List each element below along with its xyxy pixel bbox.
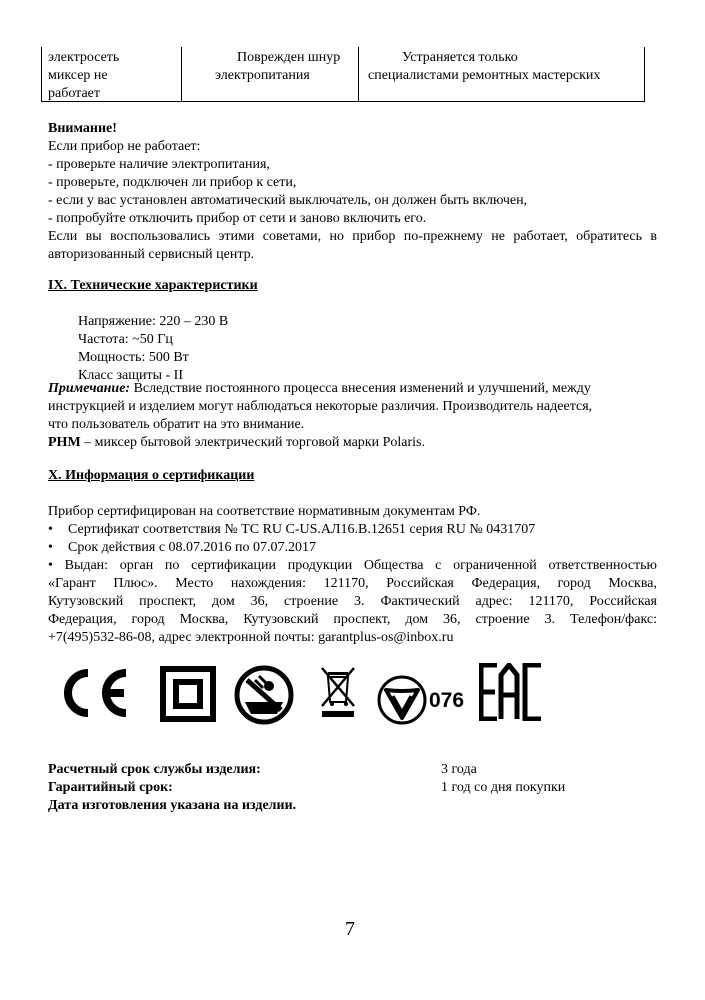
cell-line: электросеть — [48, 50, 120, 65]
tech-heading: IX. Технические характеристики — [48, 278, 258, 293]
attention-line: - проверьте, подключен ли прибор к сети, — [48, 175, 297, 190]
spec-power: Мощность: 500 Вт — [78, 350, 189, 365]
cell-line: Поврежден шнур — [237, 50, 341, 65]
no-dishwasher-icon — [233, 664, 295, 726]
issuer-line: +7(495)532-86-08, адрес электронной почты: garantplus-os@inbox.ru — [48, 630, 454, 645]
bullet-mark: • — [48, 540, 53, 555]
cert-intro: Прибор сертифицирован на соответствие нормативным документам РФ. — [48, 504, 481, 519]
manufacture-date-note: Дата изготовления указана на изделии. — [48, 798, 297, 813]
phm-label: PHM — [48, 435, 81, 450]
cell-line: работает — [48, 86, 100, 101]
troubleshooting-table — [41, 47, 645, 102]
attention-line: - проверьте наличие электропитания, — [48, 157, 270, 172]
attention-final-line: авторизованный сервисный центр. — [48, 247, 255, 262]
warranty-label: Гарантийный срок: — [48, 780, 173, 795]
note-label: Примечание: — [48, 381, 131, 396]
weee-bin-icon — [318, 664, 358, 720]
note-line — [48, 380, 591, 398]
table-cell-cause — [181, 47, 359, 101]
bullet-mark: • — [48, 522, 53, 537]
attention-final-line: Если вы воспользовались этими советами, но прибор по-прежнему не работает, обратитесь в — [48, 229, 657, 244]
spec-voltage: Напряжение: 220 – 230 В — [78, 314, 229, 329]
eac-mark-icon — [479, 663, 545, 721]
certificate-number: Сертификат соответствия № ТС RU C-US.АЛ16.В.12651 серия RU № 0431707 — [68, 522, 536, 537]
phm-line — [48, 434, 425, 452]
attention-line: - попробуйте отключить прибор от сети и заново включить его. — [48, 211, 427, 226]
attention-line: - если у вас установлен автоматический выключатель, он должен быть включен, — [48, 193, 528, 208]
warranty-value: 1 год со дня покупки — [441, 780, 566, 795]
issuer-line: «Гарант Плюс». Место нахождения: 121170, Российская Федерация, город Москва, — [48, 576, 657, 591]
service-life-value: 3 года — [441, 762, 477, 777]
issuer-line: Кутузовский проспект, дом 36, строение 3. Фактический адрес: 121170, Российская — [48, 594, 657, 609]
ua-code-076: 076 — [429, 689, 465, 712]
ce-mark-icon — [60, 667, 132, 719]
cell-line: специалистами ремонтных мастерских — [368, 68, 601, 83]
attention-line: Если прибор не работает: — [48, 139, 201, 154]
service-life-label: Расчетный срок службы изделия: — [48, 762, 261, 777]
cell-line: электропитания — [215, 68, 310, 83]
ukrsepro-mark-icon — [376, 674, 428, 726]
note-line: что пользователь обратит на это внимание. — [48, 417, 305, 432]
issuer-line: Федерация, город Москва, Кутузовский проспект, дом 36, строение 3. Телефон/факс: — [48, 612, 657, 627]
phm-text: – миксер бытовой электрический торговой марки Polaris. — [80, 435, 425, 450]
cell-line: миксер не — [48, 68, 108, 83]
page-number: 7 — [345, 918, 355, 940]
spec-protection-class: Класс защиты - II — [78, 368, 183, 383]
double-insulation-icon — [160, 666, 216, 722]
table-cell-solution — [358, 47, 643, 101]
note-line: инструкцией и изделием могут наблюдаться некоторые различия. Производитель надеется, — [48, 399, 593, 414]
cert-heading: X. Информация о сертификации — [48, 468, 255, 483]
cell-line: Устраняется только — [402, 50, 518, 65]
issuer-line: • Выдан: орган по сертификации продукции Общества с ограниченной ответственностью — [48, 558, 657, 573]
validity-period: Срок действия с 08.07.2016 по 07.07.2017 — [68, 540, 317, 555]
table-cell-problem — [42, 47, 182, 101]
note-text: Вследствие постоянного процесса внесения изменений и улучшений, между — [130, 381, 591, 396]
spec-frequency: Частота: ~50 Гц — [78, 332, 173, 347]
attention-title: Внимание! — [48, 121, 117, 136]
